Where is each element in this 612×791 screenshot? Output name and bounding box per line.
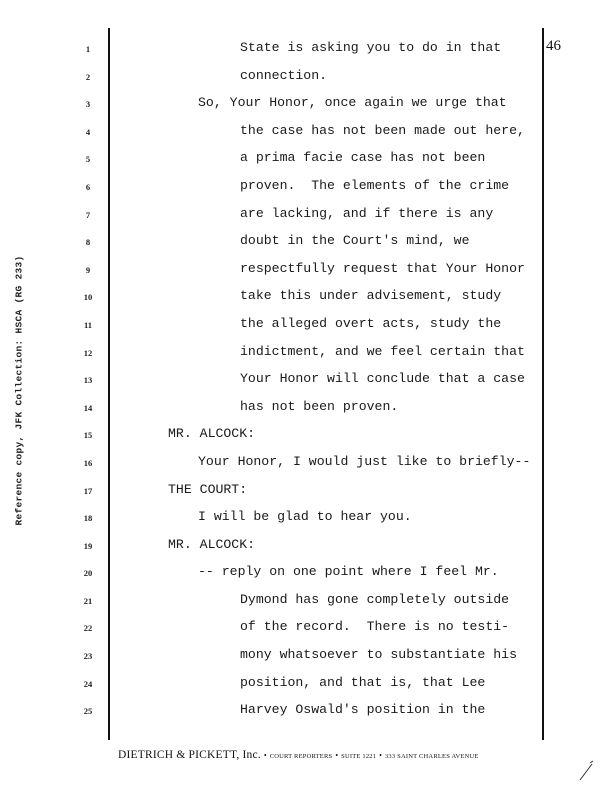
line-number: 14: [83, 402, 93, 413]
line-number: 6: [85, 181, 91, 192]
transcript-line: a prima facie case has not been: [240, 150, 486, 166]
line-number: 8: [85, 237, 91, 248]
line-number: 1: [85, 44, 91, 54]
line-number: 4: [85, 126, 91, 137]
line-number: 21: [83, 595, 93, 606]
pen-stroke-mark: [578, 760, 594, 782]
line-number: 17: [83, 485, 93, 496]
transcript-line: THE COURT:: [168, 481, 248, 497]
transcript-line: MR. ALCOCK:: [168, 536, 256, 552]
transcript-line: State is asking you to do in that: [240, 40, 502, 55]
line-number: 2: [85, 71, 91, 82]
line-number: 22: [83, 623, 93, 634]
transcript-line: take this under advisement, study: [240, 288, 502, 304]
reporter-firm: DIETRICH & PICKETT, Inc.: [118, 749, 261, 761]
page-number: 46: [546, 38, 561, 54]
transcript-line: indictment, and we feel certain that: [240, 343, 525, 359]
line-number: 16: [83, 457, 93, 468]
transcript-line: position, and that is, that Lee: [240, 674, 486, 690]
transcript-line: proven. The elements of the crime: [240, 177, 510, 193]
transcript-line: I will be glad to hear you.: [198, 509, 412, 525]
separator-dot: •: [335, 751, 339, 760]
transcript-line: Your Honor will conclude that a case: [240, 371, 525, 387]
line-number: 24: [83, 678, 93, 689]
transcript-body: [110, 38, 542, 728]
transcript-line: MR. ALCOCK:: [168, 426, 256, 442]
line-number-column: [78, 42, 98, 732]
transcript-line: Your Honor, I would just like to briefly--: [198, 453, 531, 469]
line-number: 19: [83, 540, 93, 551]
separator-dot: •: [379, 751, 382, 760]
line-number: 7: [85, 209, 91, 220]
line-number: 18: [83, 513, 93, 524]
line-number: 25: [83, 706, 93, 717]
transcript-line: doubt in the Court's mind, we: [240, 233, 470, 249]
line-number: 11: [83, 319, 93, 330]
line-number: 3: [85, 99, 91, 110]
archive-reference-text: Reference copy, JFK Collection: HSCA (RG 233): [13, 254, 25, 526]
reporter-suite: SUITE 1221: [341, 753, 377, 760]
transcript-line: respectfully request that Your Honor: [240, 260, 525, 276]
line-number: 15: [83, 430, 93, 441]
page-footer: [118, 745, 538, 763]
transcript-line: Dymond has gone completely outside: [240, 591, 510, 607]
line-number: 9: [85, 264, 91, 275]
transcript-line: connection.: [240, 67, 328, 83]
transcript-line: the case has not been made out here,: [240, 122, 525, 138]
transcript-line: So, Your Honor, once again we urge that: [198, 95, 507, 111]
transcript-line: Harvey Oswald's position in the: [240, 702, 486, 718]
line-number: 20: [83, 568, 93, 579]
line-number: 13: [83, 375, 93, 386]
separator-dot: •: [263, 751, 267, 760]
transcript-line: the alleged overt acts, study the: [240, 315, 502, 331]
line-number: 5: [85, 154, 91, 165]
transcript-line: are lacking, and if there is any: [240, 205, 494, 221]
reporter-role: COURT REPORTERS: [269, 753, 333, 760]
transcript-line: mony whatsoever to substantiate his: [240, 647, 517, 663]
archive-reference-note: [6, 235, 32, 545]
transcript-line: -- reply on one point where I feel Mr.: [198, 564, 499, 580]
line-number: 12: [83, 347, 93, 358]
transcript-line: of the record. There is no testi-: [240, 619, 510, 635]
line-number: 10: [83, 292, 93, 303]
reporter-address: 333 SAINT CHARLES AVENUE: [384, 753, 479, 760]
transcript-line: has not been proven.: [240, 398, 399, 414]
line-number: 23: [83, 651, 93, 662]
